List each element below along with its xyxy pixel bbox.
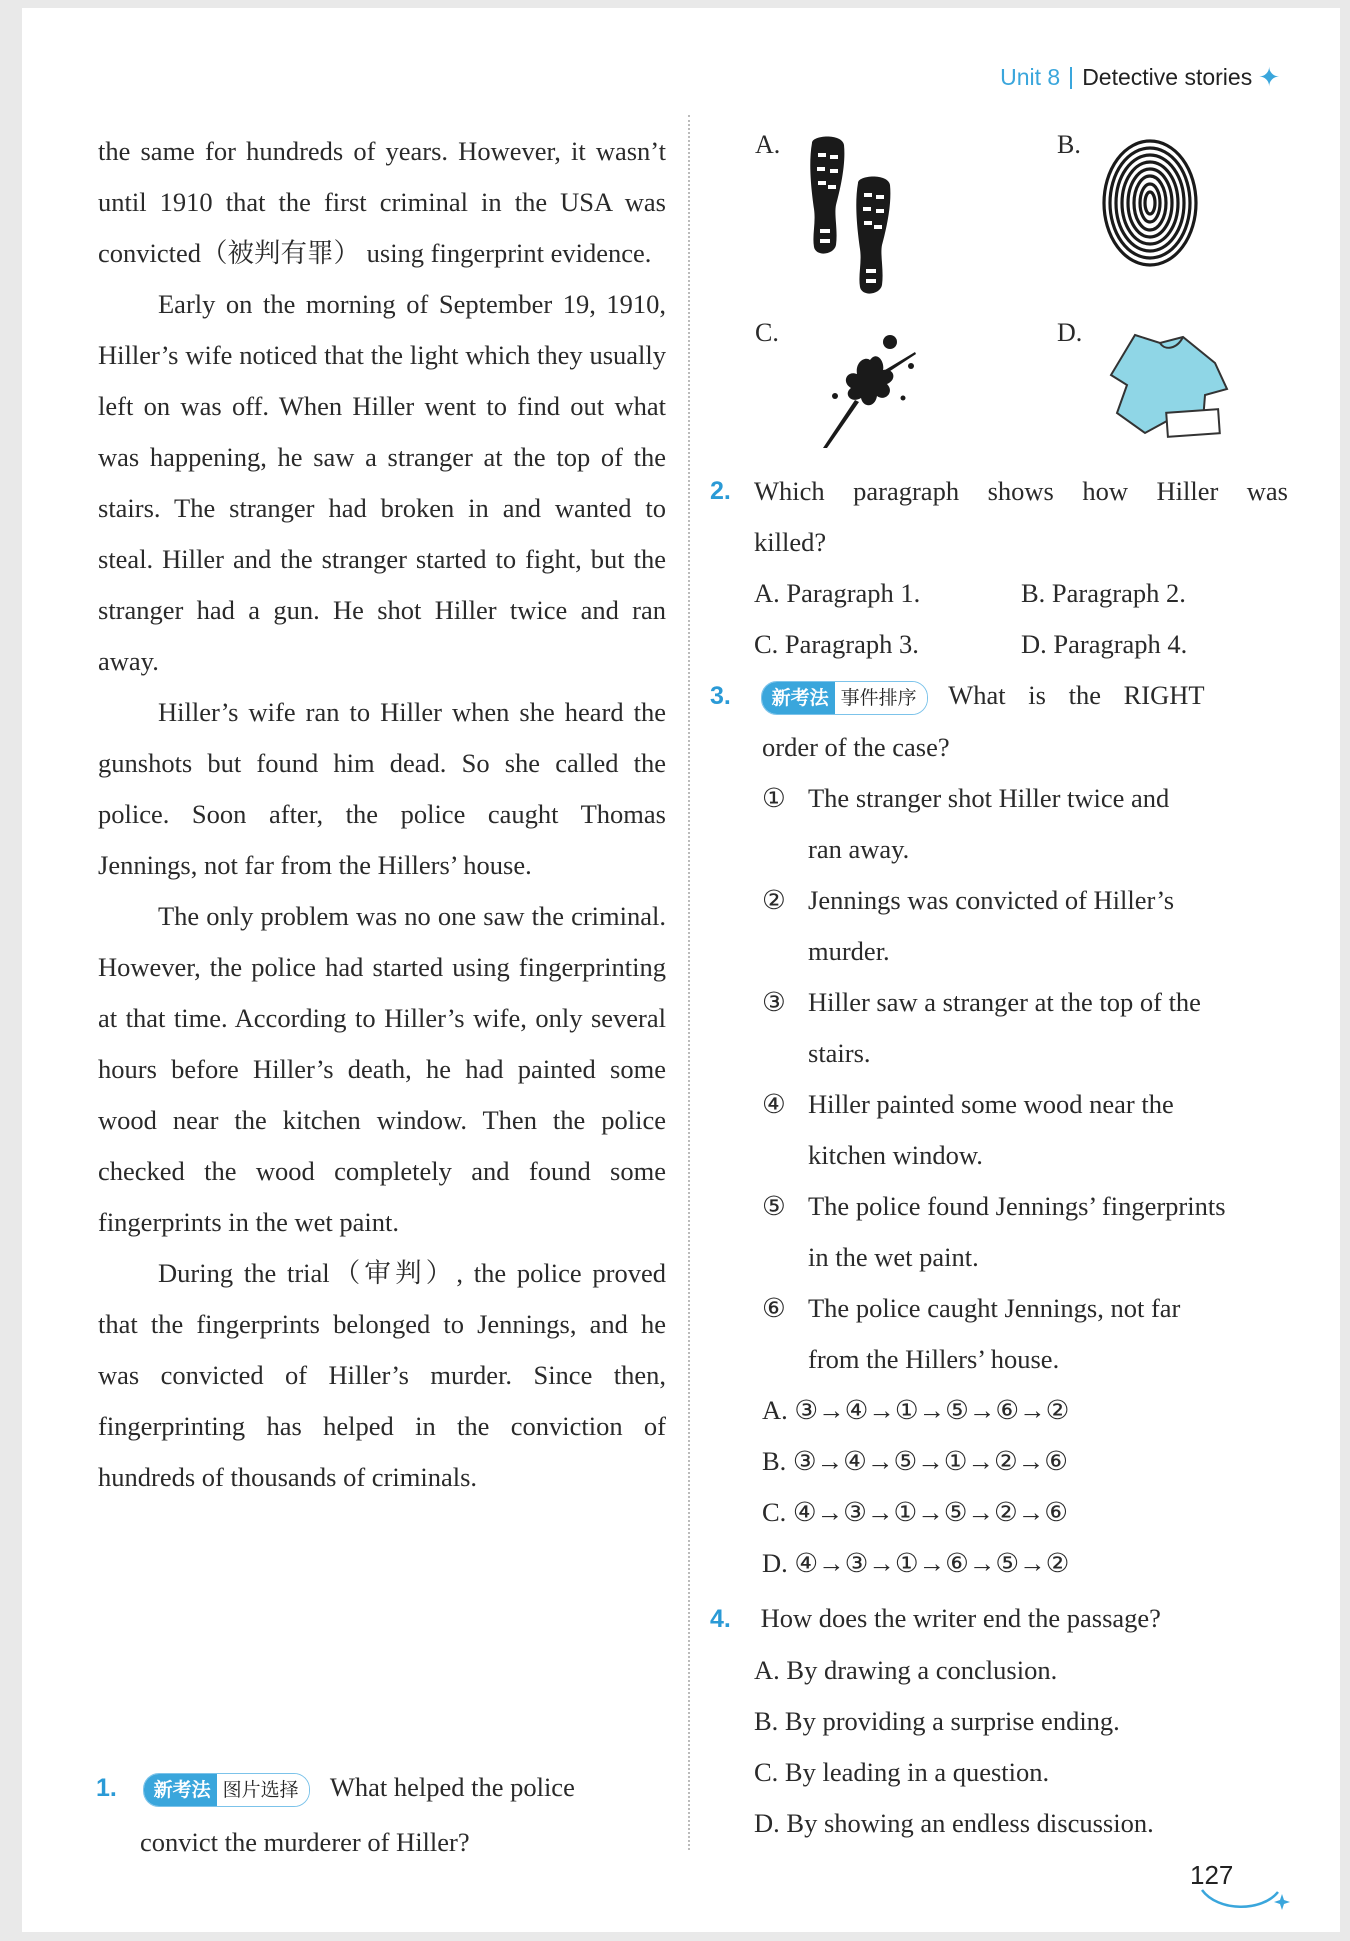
option-c[interactable]: C. Paragraph 3. (754, 629, 919, 659)
event-text: The police caught Jennings, not far (808, 1293, 1181, 1323)
picture-label-d: D. (1057, 318, 1083, 347)
badge-type: 事件排序 (835, 682, 927, 714)
event-text-continued: in the wet paint. (808, 1242, 979, 1272)
question-1 (96, 1760, 668, 1869)
question-text: What is the RIGHT (948, 680, 1205, 710)
question-number: 1. (96, 1774, 117, 1802)
header-separator (1070, 67, 1072, 89)
question-2 (710, 466, 1288, 670)
event-item (762, 1079, 1288, 1181)
page-number: 127 (1190, 1860, 1234, 1890)
event-text-continued: stairs. (808, 1038, 871, 1068)
running-header (1000, 62, 1280, 93)
badge-new-method: 新考法 (762, 682, 835, 714)
option-c[interactable]: C. ④→③→①→⑤→②→⑥ (762, 1497, 1068, 1527)
event-item (762, 875, 1288, 977)
event-item (762, 773, 1288, 875)
option-d[interactable]: D. By showing an endless discussion. (754, 1808, 1154, 1838)
passage-paragraph: The only problem was no one saw the criminal. However, the police had started using fingerprinting at that time. According to Hiller’s wife, only several hours before Hiller’s death, he had painted some wood near the kitchen window. Then the police checked the wood completely and found some fingerprints in the wet paint. (98, 901, 666, 1237)
question-text: Which paragraph shows how Hiller was (754, 476, 1288, 506)
event-number: ② (762, 885, 786, 915)
footprints-icon[interactable] (800, 135, 910, 300)
chapter-title: Detective stories (1082, 64, 1253, 90)
option-a[interactable]: A. ③→④→①→⑤→⑥→② (762, 1395, 1070, 1425)
event-number: ③ (762, 987, 786, 1017)
event-item (762, 977, 1288, 1079)
option-a[interactable]: A. By drawing a conclusion. (754, 1655, 1058, 1685)
event-item (762, 1283, 1288, 1385)
event-text: The stranger shot Hiller twice and (808, 783, 1170, 813)
option-row (710, 619, 1288, 670)
question-text: How does the writer end the passage? (760, 1603, 1161, 1633)
event-number: ④ (762, 1089, 786, 1119)
question-text: What helped the police (329, 1772, 575, 1802)
event-text-continued: from the Hillers’ house. (808, 1344, 1060, 1374)
blood-splatter-icon[interactable] (815, 330, 925, 450)
passage-paragraph: Early on the morning of September 19, 1910, Hiller’s wife noticed that the light which they usually left on was off. When Hiller went to find out what was happening, he saw a stranger at the top of the stairs. The stranger had broken in and wanted to steal. Hiller and the stranger started to fight, but the stranger had a gun. He shot Hiller twice and ran away. (98, 289, 666, 676)
sparkle-icon: ✦ (1258, 62, 1280, 92)
event-number: ① (762, 783, 786, 813)
option-a[interactable]: A. Paragraph 1. (754, 578, 921, 608)
badge-new-method: 新考法 (144, 1774, 217, 1806)
badge-type: 图片选择 (217, 1774, 309, 1806)
question-type-badge (761, 681, 928, 715)
option-b[interactable]: B. Paragraph 2. (1021, 578, 1186, 608)
option-c[interactable]: C. By leading in a question. (754, 1757, 1050, 1787)
unit-label: Unit 8 (1000, 64, 1061, 90)
question-number: 2. (710, 477, 731, 505)
question-text-continued: killed? (754, 527, 827, 557)
event-text-continued: murder. (808, 936, 890, 966)
option-d[interactable]: D. Paragraph 4. (1021, 629, 1188, 659)
event-text-continued: kitchen window. (808, 1140, 983, 1170)
option-b[interactable]: B. By providing a surprise ending. (754, 1706, 1120, 1736)
picture-label-b: B. (1057, 130, 1081, 159)
shirt-icon[interactable] (1105, 325, 1235, 455)
passage-paragraph: the same for hundreds of years. However, it wasn’t until 1910 that the first criminal in the USA was convicted（被判有罪） using fingerprint evidence. (98, 136, 666, 268)
event-number: ⑤ (762, 1191, 786, 1221)
question-3 (710, 670, 1288, 1589)
event-item (762, 1181, 1288, 1283)
option-b[interactable]: B. ③→④→⑤→①→②→⑥ (762, 1446, 1068, 1476)
question-text-continued: order of the case? (762, 732, 950, 762)
event-text: The police found Jennings’ fingerprints (808, 1191, 1226, 1221)
event-text: Jennings was convicted of Hiller’s (808, 885, 1175, 915)
page-swoosh-icon (1198, 1880, 1290, 1916)
picture-label-c: C. (755, 318, 779, 347)
question-number: 3. (710, 682, 731, 710)
question-type-badge (143, 1773, 310, 1807)
picture-label-a: A. (755, 130, 781, 159)
question-text-continued: convict the murderer of Hiller? (140, 1827, 470, 1857)
option-d[interactable]: D. ④→③→①→⑥→⑤→② (762, 1548, 1070, 1578)
event-text: Hiller painted some wood near the (808, 1089, 1174, 1119)
question-number: 4. (710, 1605, 731, 1633)
column-divider (688, 115, 690, 1850)
passage-paragraph: Hiller’s wife ran to Hiller when she heard the gunshots but found him dead. So she called the police. Soon after, the police caught Thomas Jennings, not far from the Hillers’ house. (98, 697, 666, 880)
event-list (710, 773, 1288, 1589)
event-text: Hiller saw a stranger at the top of the (808, 987, 1201, 1017)
option-row (710, 568, 1288, 619)
fingerprint-icon[interactable] (1100, 135, 1200, 270)
passage-paragraph: During the trial（审判）, the police proved that the fingerprints belonged to Jennings, and he was convicted of Hiller’s murder. Since then, fingerprinting has helped in the conviction of hundreds of thousands of criminals. (98, 1258, 666, 1492)
event-number: ⑥ (762, 1293, 786, 1323)
reading-passage (98, 126, 666, 1503)
question-4 (710, 1593, 1288, 1849)
event-text-continued: ran away. (808, 834, 910, 864)
